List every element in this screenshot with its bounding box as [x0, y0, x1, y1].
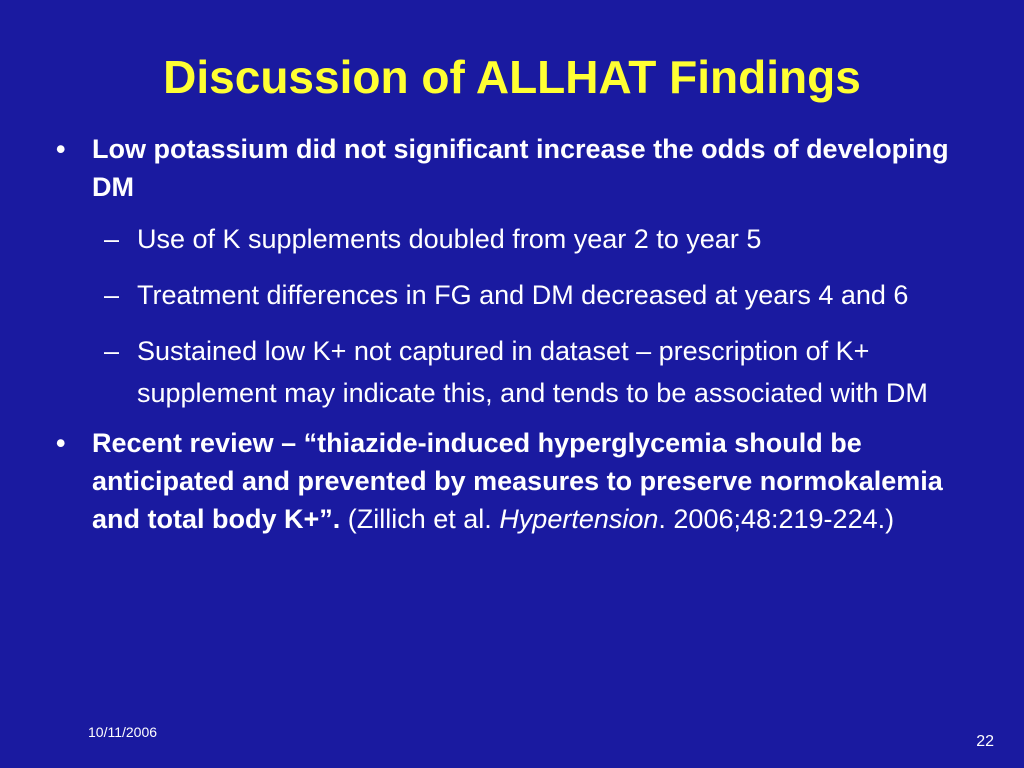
citation-journal: Hypertension [499, 504, 659, 534]
sub-bullet-item [52, 274, 972, 316]
citation-suffix: . 2006;48:219-224.) [658, 504, 895, 534]
sub-bullet-text: Use of K supplements doubled from year 2 to year 5 [137, 224, 762, 254]
footer-date: 10/11/2006 [88, 724, 158, 740]
sub-bullet-item [52, 330, 972, 414]
bullet-marker: • [56, 134, 66, 164]
slide-content [52, 130, 972, 538]
sub-bullet-marker: – [104, 224, 120, 254]
sub-bullet-text: Treatment differences in FG and DM decreased at years 4 and 6 [137, 280, 909, 310]
sub-bullet-text: Sustained low K+ not captured in dataset – prescription of K+ supplement may indicate this, and tends to be associated with DM [137, 336, 928, 408]
citation-prefix: (Zillich et al. [340, 504, 500, 534]
slide-title: Discussion of ALLHAT Findings [163, 51, 861, 103]
sub-bullet-marker: – [104, 336, 120, 366]
page-number: 22 [976, 733, 994, 750]
sub-bullet-marker: – [104, 280, 120, 310]
bullet-text: Recent review – “thiazide-induced hyperglycemia should be anticipated and prevented by measures to preserve normokalemia and total body K+”. [92, 428, 943, 534]
bullet-text: Low potassium did not significant increase the odds of developing DM [92, 134, 949, 202]
bullet-marker: • [56, 428, 66, 458]
sub-bullet-item [52, 218, 972, 260]
bullet-item [52, 130, 972, 206]
bullet-item [52, 424, 972, 538]
